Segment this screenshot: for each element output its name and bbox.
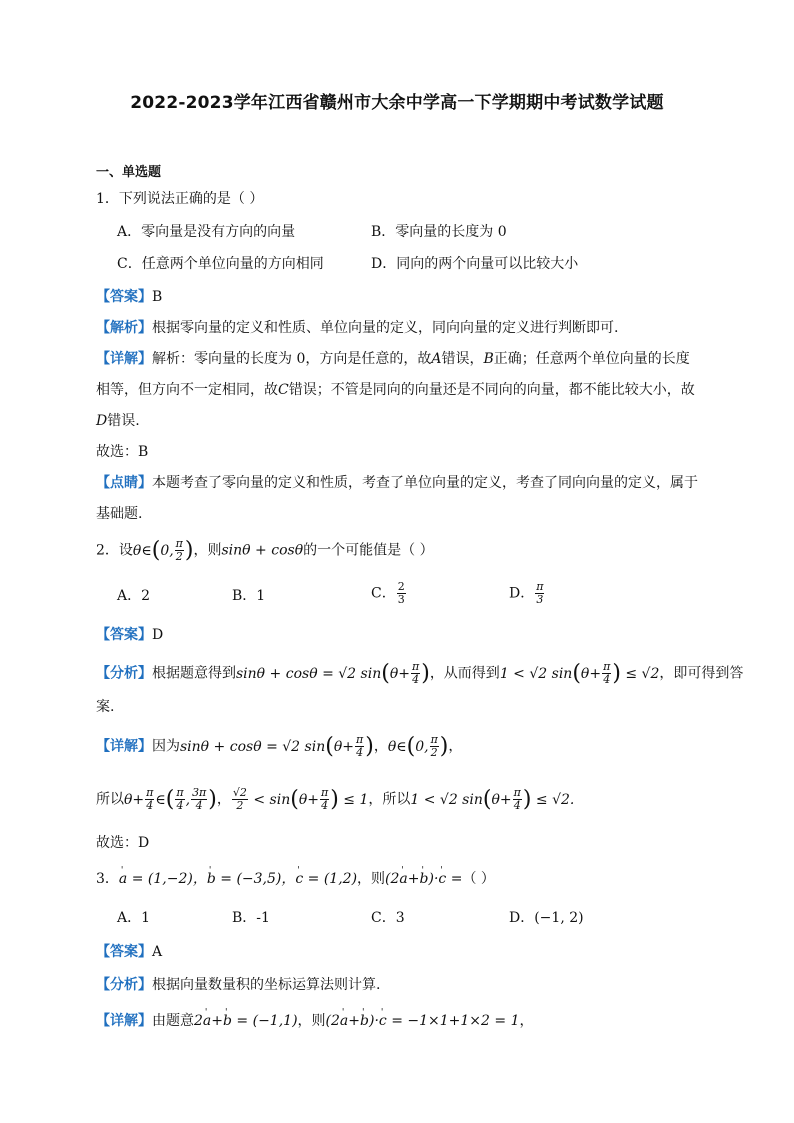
detail-text: ，所以	[368, 791, 411, 808]
q2-detail	[96, 734, 462, 759]
analysis-text: 根据向量数量积的坐标运算法则计算.	[152, 977, 381, 993]
q1-detail-line-1	[96, 350, 690, 368]
answer-value: D	[152, 627, 164, 643]
analysis-tag: 【分析】	[96, 665, 152, 682]
stem-text: ，则	[193, 542, 222, 559]
answer-value: B	[152, 289, 163, 305]
detail-var: C	[278, 382, 289, 398]
detail-tag: 【详解】	[96, 351, 152, 367]
comment-tag: 【点睛】	[96, 475, 152, 491]
detail-text: 错误；不管是同向的向量还是不同向的向量，都不能比较大小，故	[288, 382, 695, 398]
answer-tag: 【答案】	[96, 627, 152, 643]
q3-answer	[96, 943, 162, 961]
q1-detail-line-2	[96, 381, 695, 399]
detail-text: 错误，	[441, 351, 484, 367]
page-title: 2022-2023学年江西省赣州市大余中学高一下学期期中考试数学试题	[130, 93, 664, 113]
analysis-text: 根据零向量的定义和性质、单位向量的定义，同向向量的定义进行判断即可.	[152, 320, 619, 336]
q3-option-b: B．-1	[232, 910, 270, 926]
q2-option-a: A．2	[117, 588, 151, 604]
range-formula: 1 < √2 sin(θ+ $\frac{\pi}{4}$ ) ≤ √2.	[410, 786, 575, 812]
q2-option-c	[371, 581, 407, 606]
stem-text: ，则	[357, 871, 386, 887]
q3-stem	[96, 870, 495, 888]
sin-plus-cos: sinθ + cosθ	[221, 542, 304, 559]
q2-option-d	[509, 581, 545, 606]
detail-text: ，	[373, 738, 388, 755]
q3-analysis	[96, 976, 380, 994]
identity-formula: sinθ + cosθ = √2 sin(θ+ $\frac{\pi}{4}$ )	[180, 733, 374, 759]
q1-detail-line-3	[96, 412, 140, 430]
option-label: C．	[371, 585, 396, 602]
vector-sum: 2' a+' b = (−1,1)	[194, 1013, 298, 1029]
q3-option-d: D．(−1, 2)	[509, 910, 584, 926]
q1-comment	[96, 474, 698, 492]
q2-choose: 故选：D	[96, 835, 150, 851]
detail-tag: 【详解】	[96, 738, 152, 755]
q1-option-d: D．同向的两个向量可以比较大小	[371, 256, 579, 272]
detail-text: ，	[519, 1013, 534, 1029]
detail-text: 所以	[96, 791, 124, 808]
theta-in-interval: θ∈(0, $\frac{\pi}{2}$ )	[387, 733, 449, 759]
q2-option-b: B．1	[232, 588, 266, 604]
answer-tag: 【答案】	[96, 944, 152, 960]
answer-tag: 【答案】	[96, 289, 152, 305]
analysis-text: ，从而得到	[429, 665, 500, 682]
stem-text: 2．设	[96, 542, 133, 559]
q2-stem	[96, 538, 434, 563]
section-heading: 一、单选题	[96, 165, 162, 180]
analysis-tag: 【解析】	[96, 320, 152, 336]
analysis-text: ，即可得到答	[659, 665, 744, 682]
q1-answer	[96, 288, 162, 306]
detail-text: 错误.	[107, 413, 140, 429]
theta-in-interval: θ∈(0, $\frac{\pi}{2}$ )	[132, 537, 194, 563]
stem-text: 3．	[96, 871, 119, 887]
q1-stem: 1．下列说法正确的是（ ）	[96, 191, 264, 207]
detail-text: 正确；任意两个单位向量的长度	[493, 351, 690, 367]
q1-option-c: C．任意两个单位向量的方向相同	[117, 256, 324, 272]
vector-definitions: ' a = (1,−2)，' b = (−3,5)，' c = (1,2)	[119, 871, 357, 887]
q2-analysis	[96, 661, 743, 686]
detail-var: B	[483, 351, 494, 367]
q1-analysis	[96, 319, 618, 337]
identity-formula: sinθ + cosθ = √2 sin(θ+ $\frac{\pi}{4}$ )	[236, 660, 430, 686]
range-formula: 1 < √2 sin(θ+ $\frac{\pi}{4}$ ) ≤ √2	[499, 660, 660, 686]
q3-option-c: C．3	[371, 910, 405, 926]
analysis-tag: 【分析】	[96, 977, 152, 993]
option-fraction: $\frac{\pi}{3}$	[536, 580, 544, 606]
stem-text: （ ）	[462, 871, 495, 887]
detail-text: ，则	[297, 1013, 326, 1029]
q2-detail-line-2: 所以θ+ $\frac{\pi}{4}$ ∈( $\frac{\pi}{4}$ , $\frac{3\pi}{4}$ )， $\frac{√2}{2}$ < sin(θ+ $\frac{\pi}{4}$ ) ≤ 1，所以1 < √2 sin(θ+ $\frac{\pi}{4}$ ) ≤ √2.	[96, 786, 575, 812]
sin-bound: $\frac{√2}{2}$ < sin(θ+ $\frac{\pi}{4}$ ) ≤ 1	[232, 786, 369, 812]
detail-var: A	[431, 351, 442, 367]
dot-product-result: (2' a+' b)·' c = −1×1+1×2 = 1	[326, 1013, 520, 1029]
shifted-interval: θ+ $\frac{\pi}{4}$ ∈( $\frac{\pi}{4}$ , $\frac{3\pi}{4}$ )	[124, 786, 217, 812]
option-label: D．	[509, 585, 535, 602]
answer-value: A	[152, 944, 163, 960]
comment-text: 本题考查了零向量的定义和性质，考查了单位向量的定义，考查了同向向量的定义，属于	[152, 475, 698, 491]
analysis-text: 根据题意得到	[152, 665, 236, 682]
option-fraction: $\frac{2}{3}$	[397, 580, 405, 606]
detail-text: 解析：零向量的长度为 0，方向是任意的，故	[152, 351, 432, 367]
q1-choose: 故选：B	[96, 444, 149, 460]
q1-comment-line-2: 基础题.	[96, 506, 143, 522]
q1-option-a: A．零向量是没有方向的向量	[117, 224, 296, 240]
detail-text: 相等，但方向不一定相同，故	[96, 382, 278, 398]
dot-expression: (2' a+' b)·' c =	[385, 871, 462, 887]
detail-text: ，	[448, 738, 463, 755]
q3-option-a: A．1	[117, 910, 151, 926]
detail-tag: 【详解】	[96, 1013, 152, 1029]
detail-text: 因为	[152, 738, 180, 755]
q1-option-b: B．零向量的长度为 0	[371, 224, 507, 240]
q2-answer	[96, 626, 163, 644]
detail-text: 由题意	[152, 1013, 194, 1029]
detail-var: D	[96, 413, 108, 429]
stem-text: 的一个可能值是（ ）	[303, 542, 434, 559]
q2-analysis-line-2: 案.	[96, 699, 115, 715]
q3-detail	[96, 1012, 533, 1030]
